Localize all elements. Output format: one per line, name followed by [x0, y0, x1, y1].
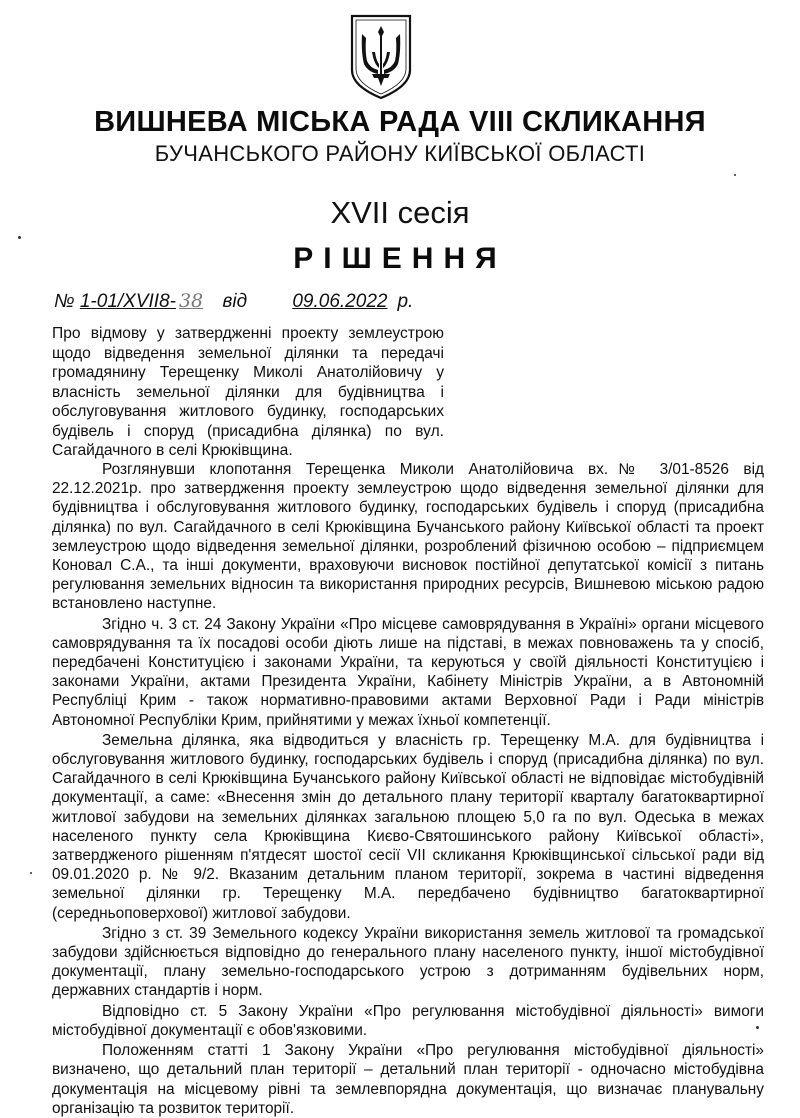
from-label: від [222, 291, 248, 312]
handwritten-number: 38 [178, 290, 204, 312]
trident-emblem-icon [348, 12, 414, 102]
council-title: ВИШНЕВА МІСЬКА РАДА VIII СКЛИКАННЯ [94, 106, 706, 138]
decision-body [52, 460, 764, 1118]
document-type: РІШЕННЯ [293, 242, 507, 275]
body-paragraph-3: Земельна ділянка, яка відводиться у власність гр. Терещенку М.А. для будівництва і обслуговування житлового будинку, господарських будівель і споруд (присадибна ділянка) по вул. Сагайдачного в селі Крюківщина Бучанського району Київської області не відповідає містобудівній документації, а саме: «Внесення змін до детального плану території кварталу багатоквартирної житлової забудови на земельних ділянках загальною площею 5,0 га по вул. Одеська в межах населеного пункту села Крюківщина Києво-Святошинського району Київської області», затвердженого рішенням п'ятдесят шостої сесії VII скликання Крюківщинської сільської ради від 09.01.2020 р. № 9/2. Вказаним детальним планом території, зокрема в частині відведення земельної ділянки гр. Терещенку М.А. передбачено будівництво багатоквартирної (середньоповерхової) житлової забудови. [52, 731, 764, 922]
scan-speck [756, 1026, 759, 1029]
scan-speck [18, 236, 21, 239]
session-label: XVII сесія [330, 195, 470, 230]
body-paragraph-6: Положенням статті 1 Закону України «Про регулювання містобудівної діяльності» визначено, що детальний план території – детальний план території - одночасно містобудівна документація на місцевому рівні та землевпорядна документація, що визначає планувальну організацію та розвиток території. [52, 1042, 764, 1117]
scan-speck [734, 174, 736, 176]
decision-number: 1-01/XVII8- [79, 291, 176, 312]
body-paragraph-4: Згідно з ст. 39 Земельного кодексу України використання земель житлової та громадської забудови здійснюється відповідно до генерального плану населеного пункту, іншої містобудівної документації, плану земельно-господарського устрою з дотриманням будівельних норм, державних стандартів і норм. [52, 924, 764, 1000]
body-paragraph-1: Розглянувши клопотання Терещенка Миколи Анатолійовича вх.№ 3/01-8526 від 22.12.2021р. про затвердження проекту землеустрою щодо відведення земельної ділянки для будівництва і обслуговування житлового будинку, господарських будівель і споруд (присадибна ділянка) по вул. Сагайдачного в селі Крюківщина Бучанського району Київської області та проект землеустрою щодо відведення земельної ділянки, розроблений фізичною особою – підприємцем Коновал С.А., та інші документи, враховуючи висновок постійної депутатської комісії з питань регулювання земельних відносин та використання природних ресурсів, Вишневою міською радою встановлено наступне. [52, 461, 764, 613]
number-prefix: № [54, 291, 75, 312]
scan-speck [30, 872, 32, 874]
year-suffix: р. [397, 291, 414, 312]
body-paragraph-2: Згідно ч. 3 ст. 24 Закону України «Про місцеве самоврядування в Україні» органи місцевого самоврядування та їх посадові особи діють лише на підставі, в межах повноважень та у спосіб, передбачені Конституцією і законами України, та керуються у своїй діяльності Конституцією і законами України, актами Президента України, Кабінету Міністрів України, а в Автономній Республіці Крим - також нормативно-правовими актами Верховної Ради і Ради міністрів Автономної Республіки Крим, прийнятими у межах їхньої компетенції. [52, 615, 764, 729]
decision-subject: Про відмову у затвердженні проекту землеустрою щодо відведення земельної ділянки та передачі громадянину Терещенку Миколі Анатолійовичу у власність земельної ділянки для будівництва і обслуговування житлового будинку, господарських будівель і споруд (присадибна ділянка) по вул. Сагайдачного в селі Крюківщина. [52, 325, 444, 459]
body-paragraph-5: Відповідно ст. 5 Закону України «Про регулювання містобудівної діяльності» вимоги містобудівної документації є обов'язковими. [52, 1002, 764, 1039]
decision-date: 09.06.2022 [292, 291, 388, 312]
council-subtitle: БУЧАНСЬКОГО РАЙОНУ КИЇВСЬКОЇ ОБЛАСТІ [154, 141, 646, 166]
decision-number-line [54, 290, 413, 313]
